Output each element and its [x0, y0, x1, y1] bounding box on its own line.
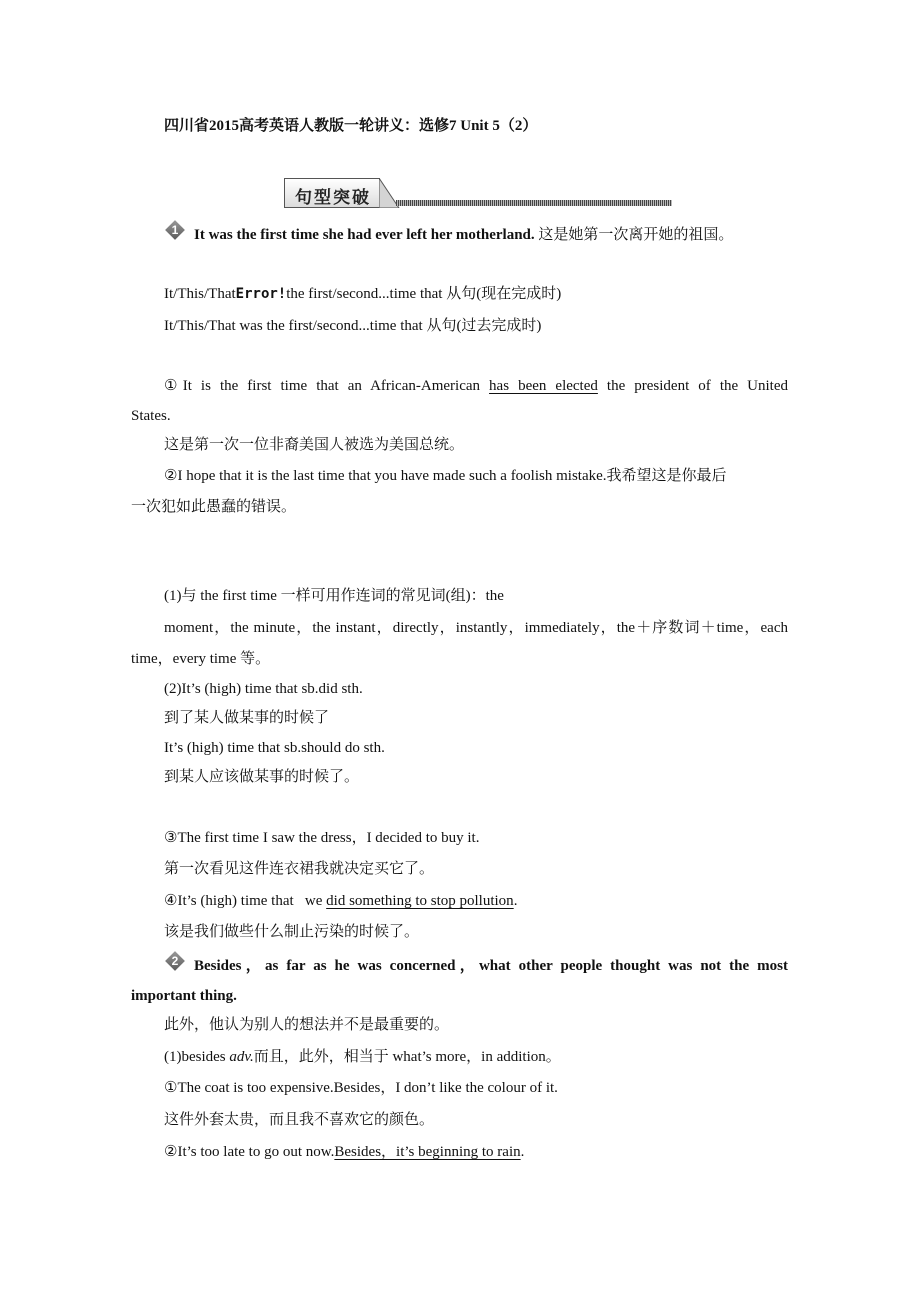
pattern-suffix: the first/second...time that 从句(现在完成时): [286, 286, 562, 302]
note-2-line-2: 到了某人做某事的时候了: [164, 710, 330, 726]
note-2-line-1: (2)It’s (high) time that sb.did sth.: [164, 681, 363, 697]
example-text: ④It’s (high) time that we: [164, 893, 323, 909]
example-besides-2: [164, 1142, 524, 1162]
note-besides: [164, 1047, 561, 1067]
key-sentence-english: It was the first time she had ever left her motherland.: [194, 227, 535, 243]
note-2-line-3: It’s (high) time that sb.should do sth.: [164, 740, 385, 756]
note-text: (1)besides: [164, 1049, 226, 1065]
banner-box: [284, 178, 380, 208]
key-sentence-2-line-2: important thing.: [131, 988, 237, 1004]
pattern-prefix: It/This/That: [164, 286, 236, 302]
example-besides-1: ①The coat is too expensive.Besides，I don’t like the colour of it.: [164, 1080, 558, 1096]
note-1-line-3: time，every time 等。: [131, 651, 271, 667]
example-1: [164, 376, 788, 396]
example-text: ①It is the first time that an African-American: [164, 378, 481, 394]
example-1-translation: 这是第一次一位非裔美国人被选为美国总统。: [164, 437, 465, 453]
point-badge-1: [164, 222, 190, 240]
answer-blank: Besides，it’s beginning to rain: [334, 1144, 521, 1160]
example-4-translation: 该是我们做些什么制止污染的时候了。: [164, 924, 420, 940]
note-2-line-4: 到某人应该做某事的时候了。: [164, 769, 360, 785]
note-1-line-2: moment，the minute，the instant，directly，instantly，immediately，the＋序数词＋time，each: [164, 620, 788, 636]
note-1-line-1: (1)与 the first time 一样可用作连词的常见词(组)：the: [164, 588, 504, 604]
example-2-line-1: ②I hope that it is the last time that you have made such a foolish mistake.我希望这是你最后: [164, 468, 727, 484]
example-2-line-2: 一次犯如此愚蠢的错误。: [131, 499, 297, 515]
section-banner: [284, 178, 674, 210]
answer-blank: did something to stop pollution: [326, 893, 514, 909]
key-sentence-2-line-1: Besides，as far as he was concerned，what other people thought was not the most: [194, 958, 788, 974]
key-sentence-2-translation: 此外，他认为别人的想法并不是最重要的。: [164, 1017, 450, 1033]
banner-label: 句型突破: [295, 188, 371, 208]
note-text: 而且，此外，相当于 what’s more，in addition。: [253, 1049, 561, 1065]
example-3: ③The first time I saw the dress，I decided to buy it.: [164, 830, 480, 846]
pattern-line-2: It/This/That was the first/second...time that 从句(过去完成时): [164, 318, 542, 334]
document-title: 四川省2015高考英语人教版一轮讲义：选修7 Unit 5（2）: [164, 118, 538, 134]
key-sentence-1: [194, 225, 733, 245]
example-text: .: [520, 1144, 525, 1160]
example-1-cont: States.: [131, 408, 171, 424]
part-of-speech: adv.: [229, 1049, 254, 1065]
example-besides-1-translation: 这件外套太贵，而且我不喜欢它的颜色。: [164, 1112, 435, 1128]
key-sentence-translation: 这是她第一次离开她的祖国。: [538, 227, 734, 243]
point-badge-2: [164, 953, 190, 971]
example-text: the president of the United: [606, 378, 788, 394]
example-4: [164, 891, 517, 911]
answer-blank: has been elected: [489, 378, 598, 394]
example-text: .: [513, 893, 518, 909]
pattern-line-1: [164, 284, 561, 304]
example-text: ②It’s too late to go out now.: [164, 1144, 335, 1160]
badge-number: 1: [171, 223, 179, 237]
banner-rule: [396, 200, 672, 206]
error-marker: Error!: [235, 286, 287, 302]
badge-number: 2: [171, 954, 179, 968]
example-3-translation: 第一次看见这件连衣裙我就决定买它了。: [164, 861, 435, 877]
